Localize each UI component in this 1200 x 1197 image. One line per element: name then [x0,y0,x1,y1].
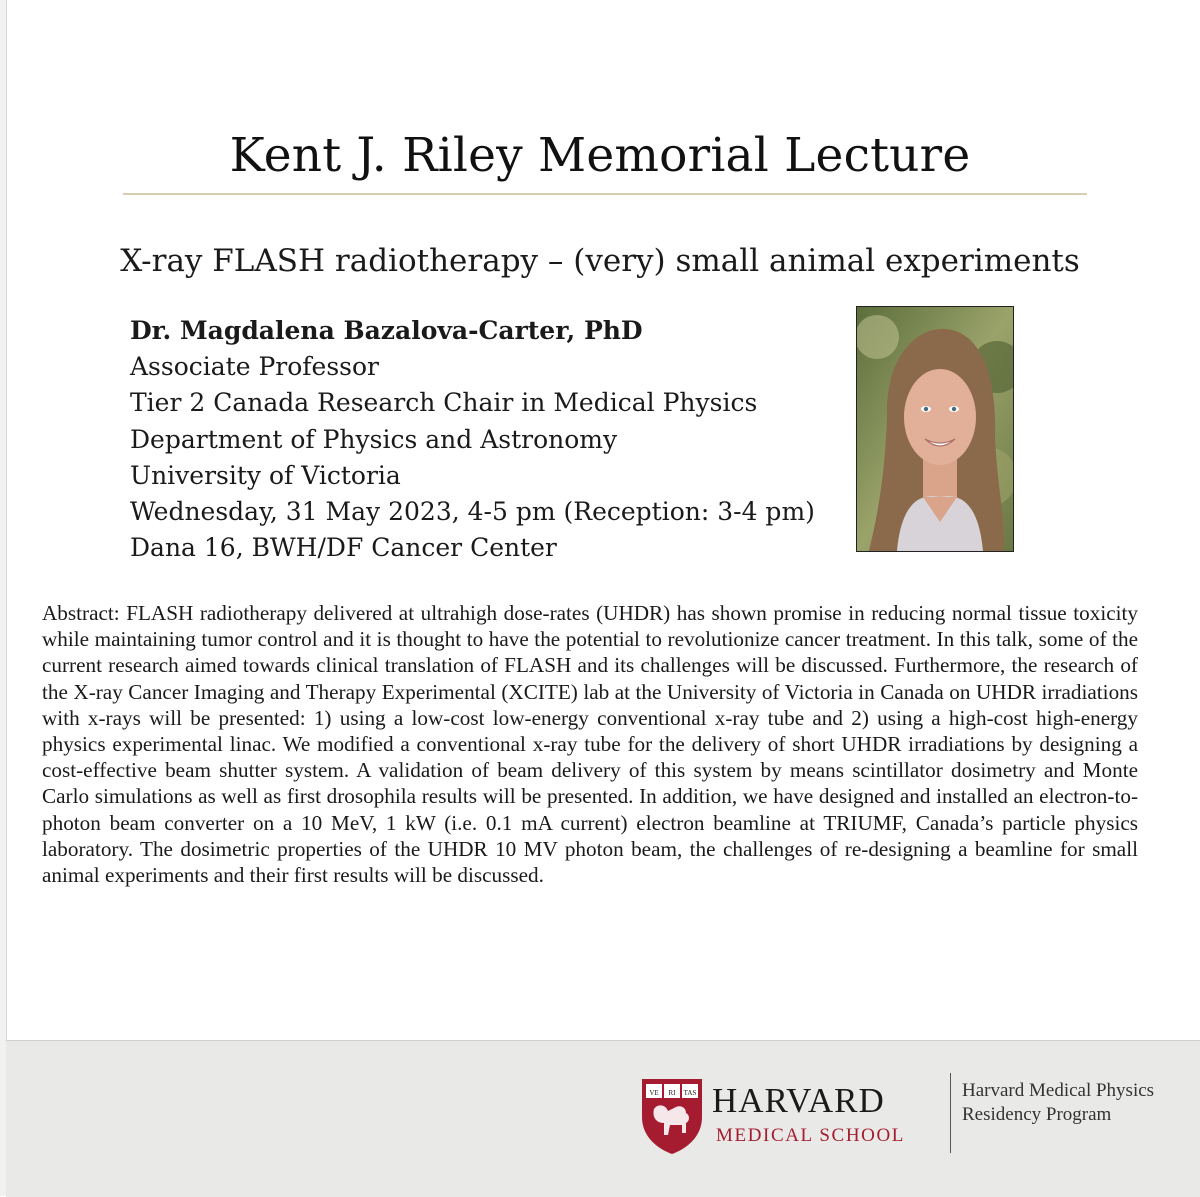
shield-book-2: RI [668,1089,676,1097]
speaker-photo [856,306,1014,552]
harvard-shield-logo [640,1077,704,1155]
speaker-chair: Tier 2 Canada Research Chair in Medical Physics [130,388,758,418]
abstract-text: Abstract: FLASH radiotherapy delivered at ultrahigh dose-rates (UHDR) has shown promise in reducing normal tissue toxicity while maintaining tumor control and it is thought to have the potential to revolutionize cancer treatment. In this talk, some of the current research aimed towards clinical translation of FLASH and its challenges will be discussed. Furthermore, the research of the X-ray Cancer Imaging and Therapy Experimental (XCITE) lab at the University of Victoria in Canada on UHDR irradiations with x-rays will be presented: 1) using a low-cost low-energy conventional x-ray tube and 2) using a high-cost high-energy physics experimental linac. We modified a conventional x-ray tube for the delivery of short UHDR irradiations by designing a cost-effective beam shutter system. A validation of beam delivery of this system by means scintillator dosimetry and Monte Carlo simulations as well as first drosophila results will be presented. In addition, we have designed and installed an electron-to-photon beam converter on a 10 MeV, 1 kW (i.e. 0.1 mA current) electron beamline at TRIUMF, Canada’s particle physics laboratory. The dosimetric properties of the UHDR 10 MV photon beam, the challenges of re-designing a beamline for small animal experiments and their first results will be discussed. [42,601,1138,888]
title-divider [123,193,1087,195]
speaker-department: Department of Physics and Astronomy [130,424,618,454]
program-name [962,1079,1154,1127]
speaker-position: Associate Professor [130,352,379,382]
program-line-1: Harvard Medical Physics [962,1080,1155,1101]
event-location: Dana 16, BWH/DF Cancer Center [130,533,557,563]
shield-book-3: TAS [683,1089,697,1097]
speaker-university: University of Victoria [130,460,401,490]
lecture-title: Kent J. Riley Memorial Lecture [229,128,971,183]
speaker-name: Dr. Magdalena Bazalova-Carter, PhD [130,316,643,345]
event-datetime: Wednesday, 31 May 2023, 4-5 pm (Reception: 3-4 pm) [130,497,815,527]
harvard-wordmark: HARVARD [712,1081,885,1120]
footer-divider [950,1073,951,1153]
program-line-2: Residency Program [962,1104,1112,1125]
shield-book-1: VE [649,1089,659,1097]
footer [6,1040,1200,1197]
medical-school-label: MEDICAL SCHOOL [716,1125,906,1146]
speaker-info [130,313,840,566]
talk-title: X-ray FLASH radiotherapy – (very) small animal experiments [120,243,1080,279]
